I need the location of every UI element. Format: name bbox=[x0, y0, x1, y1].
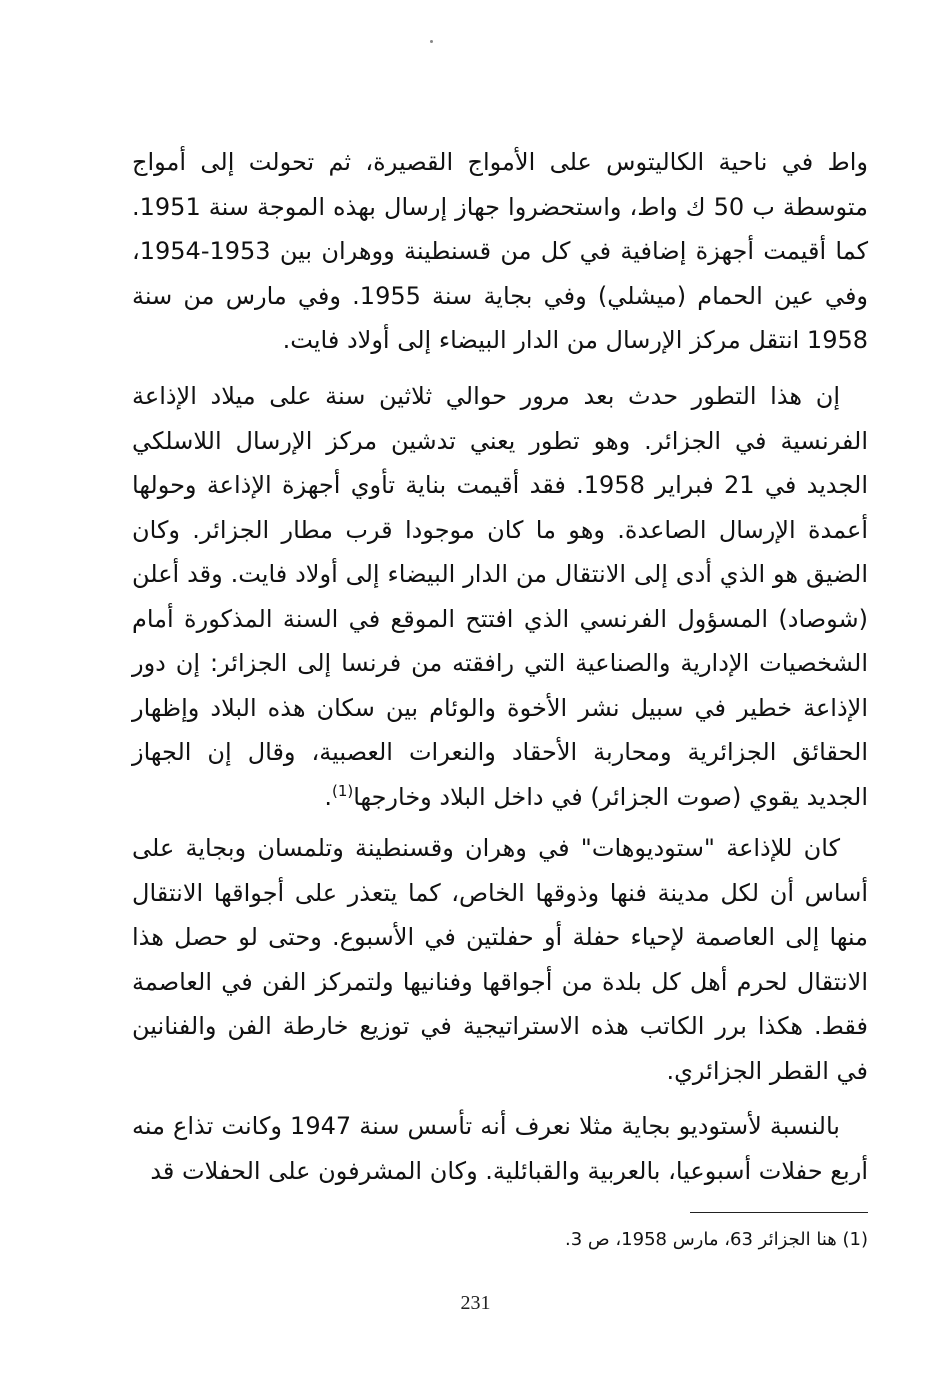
footnote-reference: (1) bbox=[331, 781, 354, 800]
body-paragraph-4-container bbox=[132, 1104, 868, 1193]
body-paragraph-2 bbox=[132, 374, 868, 819]
body-paragraph-4: بالنسبة لأستوديو بجاية مثلا نعرف أنه تأسس سنة 1947 وكانت تذاع منه أربع حفلات أسبوعيا، بالعربية والقبائلية. وكان المشرفون على الحفلات قد bbox=[132, 1112, 868, 1185]
body-paragraph-1: واط في ناحية الكاليتوس على الأمواج القصيرة، ثم تحولت إلى أمواج متوسطة ب 50 ك واط، واستحضروا جهاز إرسال بهذه الموجة سنة 1951. كما أقيمت أجهزة إضافية في كل من قسنطينة ووهران بين 1953-1954، وفي عين الحمام (ميشلي) وفي بجاية سنة 1955. وفي مارس من سنة 1958 انتقل مركز الإرسال من الدار البيضاء إلى أولاد فايت. bbox=[132, 148, 869, 354]
body-paragraph-2-text: إن هذا التطور حدث بعد مرور حوالي ثلاثين سنة على ميلاد الإذاعة الفرنسية في الجزائر. وهو تطور يعني تدشين مركز الإرسال اللاسلكي الجديد في 21 فبراير 1958. فقد أقيمت بناية تأوي أجهزة الإذاعة وحولها أعمدة الإرسال الصاعدة. وهو ما كان موجودا قرب مطار الجزائر. وكان الضيق هو الذي أدى إلى الانتقال من الدار البيضاء إلى أولاد فايت. وقد أعلن (شوصاد) المسؤول الفرنسي الذي افتتح الموقع في السنة المذكورة أمام الشخصيات الإدارية والصناعية التي رافقته من فرنسا إلى الجزائر: إن دور الإذاعة خطير في سبيل نشر الأخوة والوئام بين سكان هذه البلاد وإظهار الحقائق الجزائرية ومحاربة الأحقاد والنعرات العصبية، وقال إن الجهاز الجديد يقوي (صوت الجزائر) في داخل البلاد وخارجها bbox=[132, 382, 868, 811]
footnote-divider bbox=[690, 1212, 868, 1213]
body-paragraph-3: كان للإذاعة "ستوديوهات" في وهران وقسنطينة وتلمسان وبجاية على أساس أن لكل مدينة فنها وذوقها الخاص، كما يتعذر على أجواقها الانتقال منها إلى العاصمة لإحياء حفلة أو حفلتين في الأسبوع. وحتى لو حصل هذا الانتقال لحرم أهل كل بلدة من أجواقها وفنانيها ولتمركز الفن في العاصمة فقط. هكذا برر الكاتب هذه الاستراتيجية في توزيع خارطة الفن والفنانين في القطر الجزائري. bbox=[132, 834, 868, 1085]
scan-speck bbox=[430, 40, 433, 43]
body-paragraph-1-container bbox=[132, 140, 868, 363]
body-paragraph-2-end: . bbox=[324, 782, 332, 811]
page-number: 231 bbox=[460, 1292, 491, 1314]
footnote: (1) هنا الجزائر 63، مارس 1958، ص 3. bbox=[564, 1229, 868, 1250]
body-paragraph-3-container bbox=[132, 826, 868, 1093]
body-paragraph-2-container bbox=[132, 374, 868, 819]
